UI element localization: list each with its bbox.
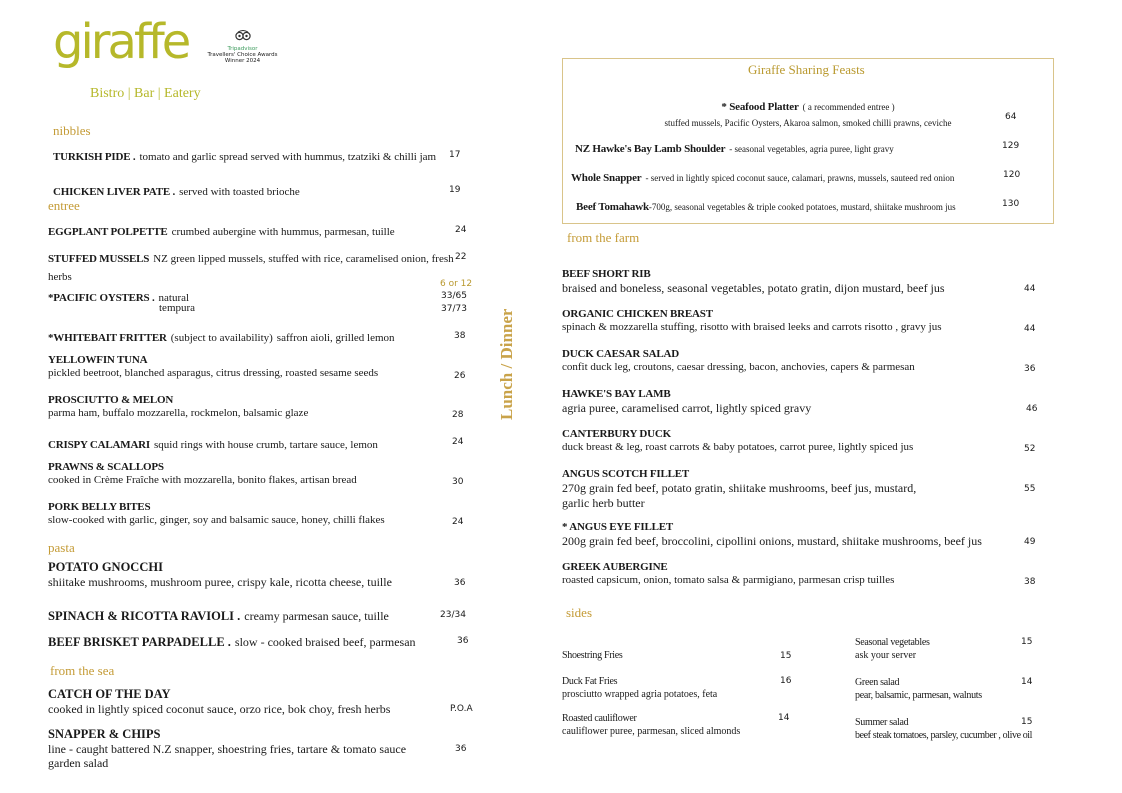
oyster-option-tempura: tempura xyxy=(159,302,196,314)
menu-item-pork-belly-bites: PORK BELLY BITES slow-cooked with garlic, ginger, soy and balsamic sauce, honey, chilli flakes xyxy=(48,501,385,527)
menu-item-stuffed-mussels: STUFFED MUSSELS NZ green lipped mussels, stuffed with rice, caramelised onion, fresh herbs xyxy=(48,253,454,283)
logo-wordmark: giraffe xyxy=(53,14,189,70)
side-summer-salad: Summer salad beef steak tomatoes, parsley, cucumber , olive oil xyxy=(855,717,1033,741)
menu-item-whitebait-fritter: *WHITEBAIT FRITTER (subject to availability) saffron aioli, grilled lemon xyxy=(48,332,395,344)
price: 36 xyxy=(1024,364,1036,374)
tripadvisor-award xyxy=(200,28,285,64)
price: 14 xyxy=(1021,677,1033,687)
price: 120 xyxy=(1003,170,1021,180)
price: 38 xyxy=(454,331,466,341)
award-line3: Winner 2024 xyxy=(224,58,261,65)
menu-item-crispy-calamari: CRISPY CALAMARI squid rings with house crumb, tartare sauce, lemon xyxy=(48,439,378,451)
side-roasted-cauliflower: Roasted cauliflower cauliflower puree, parmesan, sliced almonds xyxy=(562,713,741,737)
menu-item-snapper-chips: SNAPPER & CHIPS line - caught battered N.Z snapper, shoestring fries, tartare & tomato sauce garden salad xyxy=(48,727,407,771)
menu-item-canterbury-duck: CANTERBURY DUCK duck breast & leg, roast carrots & baby potatoes, carrot puree, lightly spiced jus xyxy=(562,428,914,454)
price: 129 xyxy=(1002,141,1020,151)
sharing-feasts-box xyxy=(562,58,1054,224)
section-entree: entree xyxy=(48,198,80,213)
menu-item-greek-aubergine: GREEK AUBERGINE roasted capsicum, onion, tomato salsa & parmigiano, parmesan crisp tuilles xyxy=(562,561,895,587)
price: 130 xyxy=(1002,199,1020,209)
menu-item-beef-brisket: BEEF BRISKET PARPADELLE . slow - cooked braised beef, parmesan xyxy=(48,635,416,649)
price: 52 xyxy=(1024,444,1036,454)
menu-item-angus-scotch-fillet: ANGUS SCOTCH FILLET 270g grain fed beef, potato gratin, shiitake mushrooms, beef jus, mustard, garlic herb butter xyxy=(562,468,917,510)
award-line2: Travellers' Choice Awards xyxy=(207,52,278,59)
logo xyxy=(53,14,189,70)
lunch-dinner-label: Lunch / Dinner xyxy=(497,308,516,420)
menu-item-prawns-scallops: PRAWNS & SCALLOPS cooked in Crème Fraîche with mozzarella, bonito flakes, artisan bread xyxy=(48,461,357,487)
menu-item-hawkes-bay-lamb: HAWKE'S BAY LAMB agria puree, caramelised carrot, lightly spiced gravy xyxy=(562,388,812,416)
price: 36 xyxy=(455,744,467,754)
price: 44 xyxy=(1024,284,1036,294)
price: 36 xyxy=(457,636,469,646)
side-seasonal-vegetables: Seasonal vegetables ask your server xyxy=(855,637,930,661)
price: 15 xyxy=(1021,637,1033,647)
price: 16 xyxy=(780,676,792,686)
side-duck-fat-fries: Duck Fat Fries prosciutto wrapped agria potatoes, feta xyxy=(562,676,718,700)
price: 24 xyxy=(455,225,467,235)
menu-item-organic-chicken-breast: ORGANIC CHICKEN BREAST spinach & mozzarella stuffing, risotto with braised leeks and carrots risotto , gravy jus xyxy=(562,308,942,334)
price: 17 xyxy=(449,150,461,160)
oyster-size-note: 6 or 12 xyxy=(440,279,473,289)
price: 37/73 xyxy=(441,304,467,314)
price: 44 xyxy=(1024,324,1036,334)
price: 22 xyxy=(455,252,467,262)
price: 38 xyxy=(1024,577,1036,587)
menu-item-prosciutto-melon: PROSCIUTTO & MELON parma ham, buffalo mozzarella, rockmelon, balsamic glaze xyxy=(48,394,309,420)
price: 23/34 xyxy=(440,610,466,620)
price: 24 xyxy=(452,437,464,447)
feast-seafood-platter: * Seafood Platter ( a recommended entree ) stuffed mussels, Pacific Oysters, Akaroa salmon, smoked chilli prawns, ceviche xyxy=(664,101,952,128)
price: 26 xyxy=(454,371,466,381)
menu-item-catch-of-the-day: CATCH OF THE DAY cooked in lightly spiced coconut sauce, orzo rice, bok choy, fresh herbs xyxy=(48,687,391,716)
price: 15 xyxy=(780,651,792,661)
price: 55 xyxy=(1024,484,1036,494)
price: 19 xyxy=(449,185,461,195)
menu-item-yellowfin-tuna: YELLOWFIN TUNA pickled beetroot, blanched asparagus, citrus dressing, roasted sesame seeds xyxy=(48,354,379,380)
logo-tagline: Bistro | Bar | Eatery xyxy=(90,86,201,101)
owl-icon xyxy=(235,30,251,41)
price: 24 xyxy=(452,517,464,527)
section-from-the-farm: from the farm xyxy=(567,230,640,245)
menu-item-potato-gnocchi: POTATO GNOCCHI shiitake mushrooms, mushroom puree, crispy kale, ricotta cheese, tuille xyxy=(48,560,392,589)
section-pasta: pasta xyxy=(48,540,75,555)
price: 33/65 xyxy=(441,291,467,301)
feasts-title: Giraffe Sharing Feasts xyxy=(748,62,865,77)
price: 30 xyxy=(452,477,464,487)
price: 15 xyxy=(1021,717,1033,727)
feast-lamb-shoulder: NZ Hawke's Bay Lamb Shoulder - seasonal vegetables, agria puree, light gravy xyxy=(575,143,894,155)
feast-beef-tomahawk: Beef Tomahawk-700g, seasonal vegetables & triple cooked potatoes, mustard, shiitake mushroom jus xyxy=(576,201,956,213)
feast-whole-snapper: Whole Snapper - served in lightly spiced coconut sauce, calamari, prawns, mussels, sauteed red onion xyxy=(571,172,955,184)
side-shoestring-fries: Shoestring Fries xyxy=(562,650,623,661)
price: 28 xyxy=(452,410,464,420)
menu-item-angus-eye-fillet: * ANGUS EYE FILLET 200g grain fed beef, broccolini, cipollini onions, mustard, shiitake mushrooms, beef jus xyxy=(562,521,982,549)
price: 46 xyxy=(1026,404,1038,414)
menu-item-chicken-liver-pate: CHICKEN LIVER PATE . served with toasted brioche xyxy=(53,186,300,198)
price: P.O.A xyxy=(450,704,473,714)
side-green-salad: Green salad pear, balsamic, parmesan, walnuts xyxy=(855,677,982,701)
price: 49 xyxy=(1024,537,1036,547)
section-sides: sides xyxy=(566,605,592,620)
price: 64 xyxy=(1005,112,1017,122)
menu-item-spinach-ricotta-ravioli: SPINACH & RICOTTA RAVIOLI . creamy parmesan sauce, tuille xyxy=(48,609,389,623)
section-nibbles: nibbles xyxy=(53,123,91,138)
menu-item-pacific-oysters: *PACIFIC OYSTERS . natural xyxy=(48,292,190,304)
section-from-the-sea: from the sea xyxy=(50,663,115,678)
price: 14 xyxy=(778,713,790,723)
price: 36 xyxy=(454,578,466,588)
menu-item-turkish-pide: TURKISH PIDE . tomato and garlic spread served with hummus, tzatziki & chilli jam xyxy=(53,151,437,163)
menu-item-beef-short-rib: BEEF SHORT RIB braised and boneless, seasonal vegetables, potato gratin, dijon mustard, beef jus xyxy=(562,268,945,296)
menu-item-eggplant-polpette: EGGPLANT POLPETTE crumbed aubergine with hummus, parmesan, tuille xyxy=(48,226,395,238)
menu-item-duck-caesar-salad: DUCK CAESAR SALAD confit duck leg, croutons, caesar dressing, bacon, anchovies, capers & parmesan xyxy=(562,348,915,374)
award-line1: Tripadvisor xyxy=(227,46,258,52)
